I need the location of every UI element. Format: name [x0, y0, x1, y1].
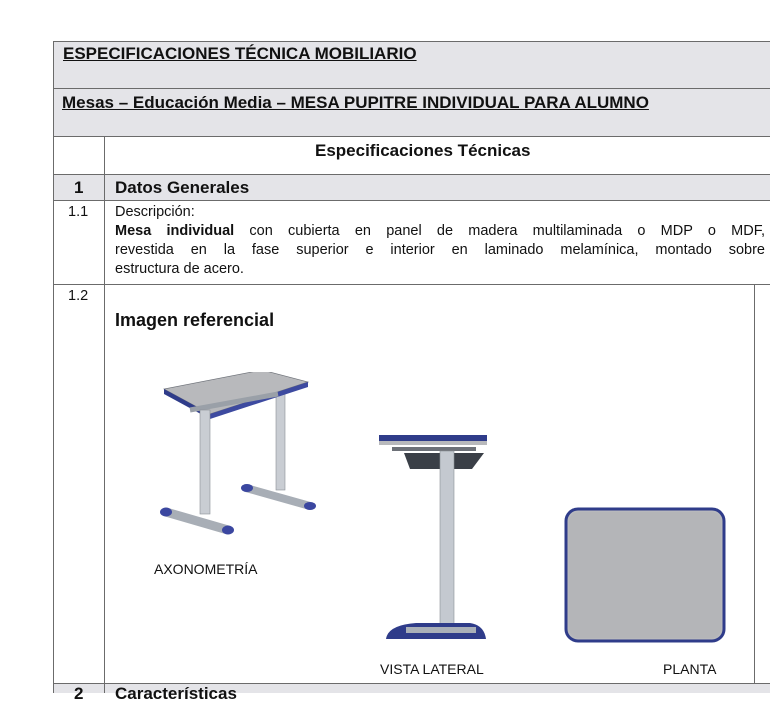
description-line-1-rest: con cubierta en panel de madera multilaminada o MDP o MDF,	[234, 223, 765, 239]
axonometric-desk-drawing	[150, 372, 320, 544]
reference-image-heading: Imagen referencial	[115, 310, 275, 330]
caption-plan: PLANTA	[663, 661, 717, 677]
document-title: ESPECIFICACIONES TÉCNICA MOBILIARIO	[63, 44, 417, 63]
description-label: Descripción:	[115, 204, 195, 220]
caption-axonometric: AXONOMETRÍA	[154, 561, 258, 577]
row-1-2-number: 1.2	[68, 288, 89, 304]
description-line-3: estructura de acero.	[115, 261, 244, 277]
row-1-heading: Datos Generales	[115, 178, 250, 197]
side-view-desk-drawing	[376, 433, 490, 643]
description-line-1	[115, 222, 765, 241]
plan-view-desk-drawing	[562, 504, 728, 646]
description-bold-lead: Mesa individual	[115, 223, 235, 239]
caption-side-view: VISTA LATERAL	[380, 661, 484, 677]
document-subtitle: Mesas – Educación Media – MESA PUPITRE INDIVIDUAL PARA ALUMNO	[62, 93, 649, 112]
row-2-heading: Características	[115, 684, 237, 703]
description-line-2: revestida en la fase superior e interior en laminado melamínica, montado sobre	[115, 242, 765, 258]
table-header: Especificaciones Técnicas	[315, 141, 531, 160]
row-2-number: 2	[74, 684, 84, 703]
row-1-1-number: 1.1	[68, 204, 89, 220]
row-1-number: 1	[74, 178, 84, 197]
